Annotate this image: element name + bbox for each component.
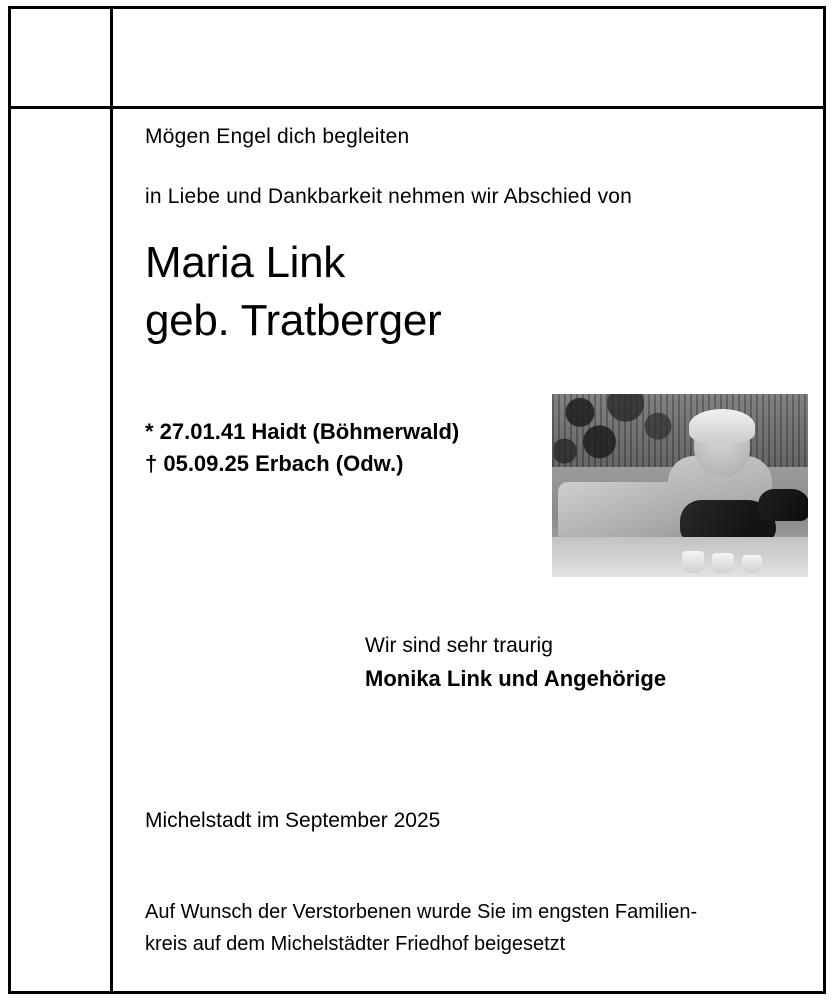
photo-cushion <box>558 482 678 544</box>
vertical-divider <box>110 6 113 994</box>
intro-line: Mögen Engel dich begleiten <box>145 125 410 148</box>
name-second-line: geb. Tratberger <box>145 296 442 345</box>
deceased-name <box>145 234 805 350</box>
name-first-line: Maria Link <box>145 238 345 287</box>
subtitle-line: in Liebe und Dankbarkeit nehmen wir Abschied von <box>145 185 633 208</box>
horizontal-divider <box>8 106 826 109</box>
death-line: † 05.09.25 Erbach (Odw.) <box>145 451 404 476</box>
photo-person-hair <box>689 409 755 443</box>
photo-cup-three <box>742 555 762 573</box>
family-message <box>365 630 805 696</box>
photo-table <box>552 537 808 577</box>
family-sentiment: Wir sind sehr traurig <box>365 634 553 657</box>
birth-line: * 27.01.41 Haidt (Böhmerwald) <box>145 419 460 444</box>
funeral-note-line-1: Auf Wunsch der Verstorbenen wurde Sie im engsten Familien- <box>145 901 698 923</box>
family-signature: Monika Link und Angehörige <box>365 666 667 691</box>
portrait-photo <box>552 394 808 577</box>
photo-dog-two <box>758 489 808 521</box>
photo-cup-one <box>682 551 704 573</box>
photo-cup-two <box>712 553 734 573</box>
funeral-note-line-2: kreis auf dem Michelstädter Friedhof beigesetzt <box>145 933 566 955</box>
funeral-note <box>145 896 810 960</box>
place-and-date: Michelstadt im September 2025 <box>145 809 441 832</box>
